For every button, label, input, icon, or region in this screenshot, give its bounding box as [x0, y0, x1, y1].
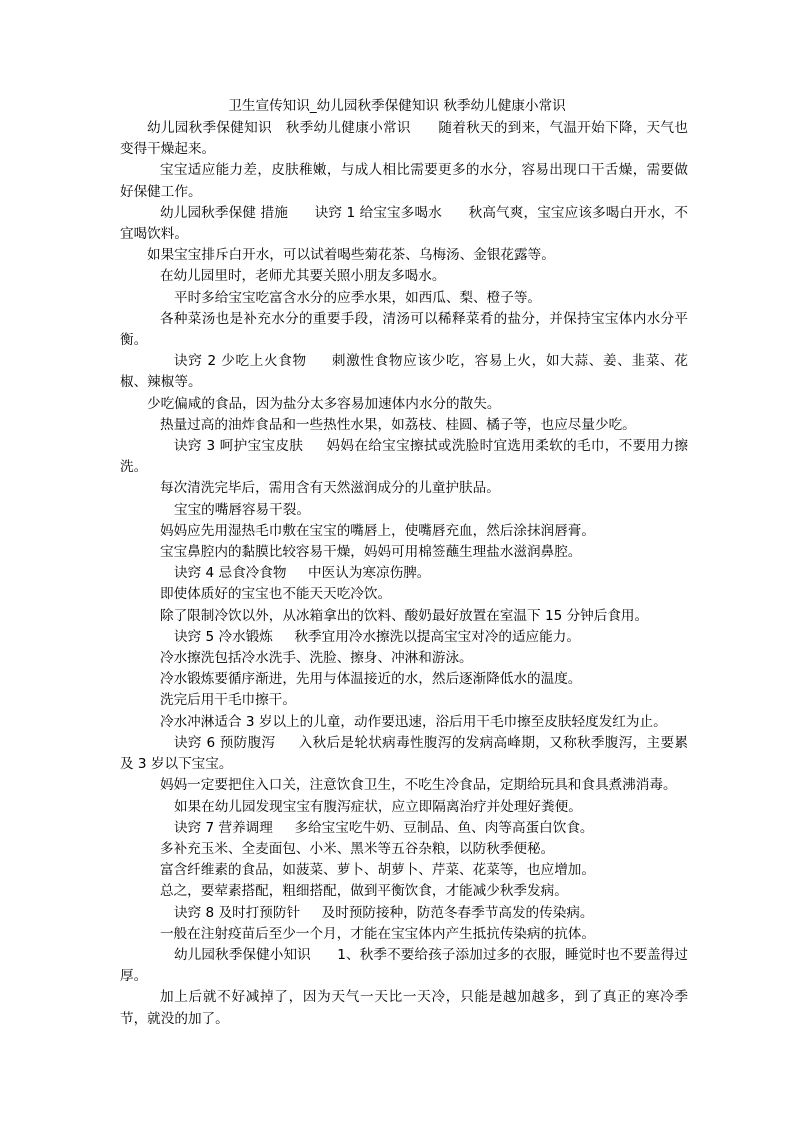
body-paragraph: 加上后就不好减掉了，因为天气一天比一天冷，只能是越加越多，到了真正的寒冷季节，就没的加了。	[120, 989, 688, 1027]
body-paragraph: 冷水擦洗包括冷水洗手、洗脸、擦身、冲淋和游泳。	[160, 650, 473, 667]
body-paragraph: 妈妈应先用湿热毛巾敷在宝宝的嘴唇上，使嘴唇充血，然后涂抹润唇膏。	[160, 522, 595, 539]
body-paragraph: 一般在注射疫苗后至少一个月，才能在宝宝体内产生抵抗传染病的抗体。	[160, 925, 595, 942]
body-paragraph: 在幼儿园里时，老师尤其要关照小朋友多喝水。	[160, 268, 446, 285]
body-paragraph: 洗完后用干毛巾擦干。	[160, 692, 296, 709]
body-paragraph: 诀窍 7 营养调理 多给宝宝吃牛奶、豆制品、鱼、肉等高蛋白饮食。	[174, 819, 594, 836]
body-paragraph: 幼儿园秋季保健知识 秋季幼儿健康小常识 随着秋天的到来，气温开始下降，天气也变得干燥起来。	[120, 120, 688, 158]
body-paragraph: 冷水冲淋适合 3 岁以上的儿童，动作要迅速，浴后用干毛巾擦至皮肤轻度发红为止。	[160, 713, 667, 730]
body-paragraph: 诀窍 5 冷水锻炼 秋季宜用冷水擦洗以提高宝宝对冷的适应能力。	[174, 628, 580, 645]
body-paragraph: 总之，要荤素搭配，粗细搭配，做到平衡饮食，才能减少秋季发病。	[160, 883, 568, 900]
body-paragraph: 妈妈一定要把住入口关，注意饮食卫生，不吃生冷食品，定期给玩具和食具煮沸消毒。	[160, 777, 677, 794]
body-paragraph: 各种菜汤也是补充水分的重要手段，清汤可以稀释菜肴的盐分，并保持宝宝体内水分平衡。	[120, 310, 688, 349]
body-paragraph: 诀窍 6 预防腹泻 入秋后是轮状病毒性腹泻的发病高峰期，又称秋季腹泻，主要累及 3 岁以下宝宝。	[120, 734, 688, 773]
body-paragraph: 幼儿园秋季保健 措施 诀窍 1 给宝宝多喝水 秋高气爽，宝宝应该多喝白开水，不宜喝饮料。	[120, 204, 688, 243]
body-paragraph: 热量过高的油炸食品和一些热性水果，如荔枝、桂圆、橘子等，也应尽量少吃。	[160, 416, 636, 433]
body-paragraph: 多补充玉米、全麦面包、小米、黑米等五谷杂粮，以防秋季便秘。	[160, 840, 555, 857]
body-paragraph: 即使体质好的宝宝也不能天天吃冷饮。	[160, 586, 392, 603]
body-paragraph: 宝宝鼻腔内的黏膜比较容易干燥，妈妈可用棉签蘸生理盐水滋润鼻腔。	[160, 544, 582, 561]
body-paragraph: 如果宝宝排斥白开水，可以试着喝些菊花茶、乌梅汤、金银花露等。	[147, 247, 555, 264]
body-paragraph: 诀窍 8 及时打预防针 及时预防接种，防范冬春季节高发的传染病。	[174, 904, 594, 921]
body-paragraph: 幼儿园秋季保健小知识 1、秋季不要给孩子添加过多的衣服，睡觉时也不要盖得过厚。	[120, 946, 688, 985]
body-paragraph: 诀窍 2 少吃上火食物 刺激性食物应该少吃，容易上火，如大蒜、姜、韭菜、花椒、辣椒等。	[120, 353, 688, 391]
body-paragraph: 宝宝适应能力差，皮肤稚嫩，与成人相比需要更多的水分，容易出现口干舌燥，需要做好保健工作。	[120, 162, 688, 200]
document-body	[120, 118, 688, 1030]
body-paragraph: 除了限制冷饮以外，从冰箱拿出的饮料、酸奶最好放置在室温下 15 分钟后食用。	[160, 607, 649, 624]
body-paragraph: 宝宝的嘴唇容易干裂。	[174, 501, 310, 518]
body-paragraph: 如果在幼儿园发现宝宝有腹泻症状，应立即隔离治疗并处理好粪便。	[174, 798, 582, 815]
document-title: 卫生宣传知识_幼儿园秋季保健知识 秋季幼儿健康小常识	[228, 98, 566, 114]
body-paragraph: 冷水锻炼要循序渐进，先用与体温接近的水，然后逐渐降低水的温度。	[160, 671, 582, 688]
body-paragraph: 每次清洗完毕后，需用含有天然滋润成分的儿童护肤品。	[160, 480, 500, 497]
body-paragraph: 平时多给宝宝吃富含水分的应季水果，如西瓜、梨、橙子等。	[174, 289, 542, 306]
body-paragraph: 诀窍 3 呵护宝宝皮肤 妈妈在给宝宝擦拭或洗脸时宜选用柔软的毛巾，不要用力擦洗。	[120, 438, 688, 476]
body-paragraph: 少吃偏咸的食品，因为盐分太多容易加速体内水分的散失。	[147, 395, 501, 412]
body-paragraph: 诀窍 4 忌食冷食物 中医认为寒凉伤脾。	[174, 565, 431, 582]
body-paragraph: 富含纤维素的食品，如菠菜、萝卜、胡萝卜、芹菜、花菜等，也应增加。	[160, 862, 595, 879]
